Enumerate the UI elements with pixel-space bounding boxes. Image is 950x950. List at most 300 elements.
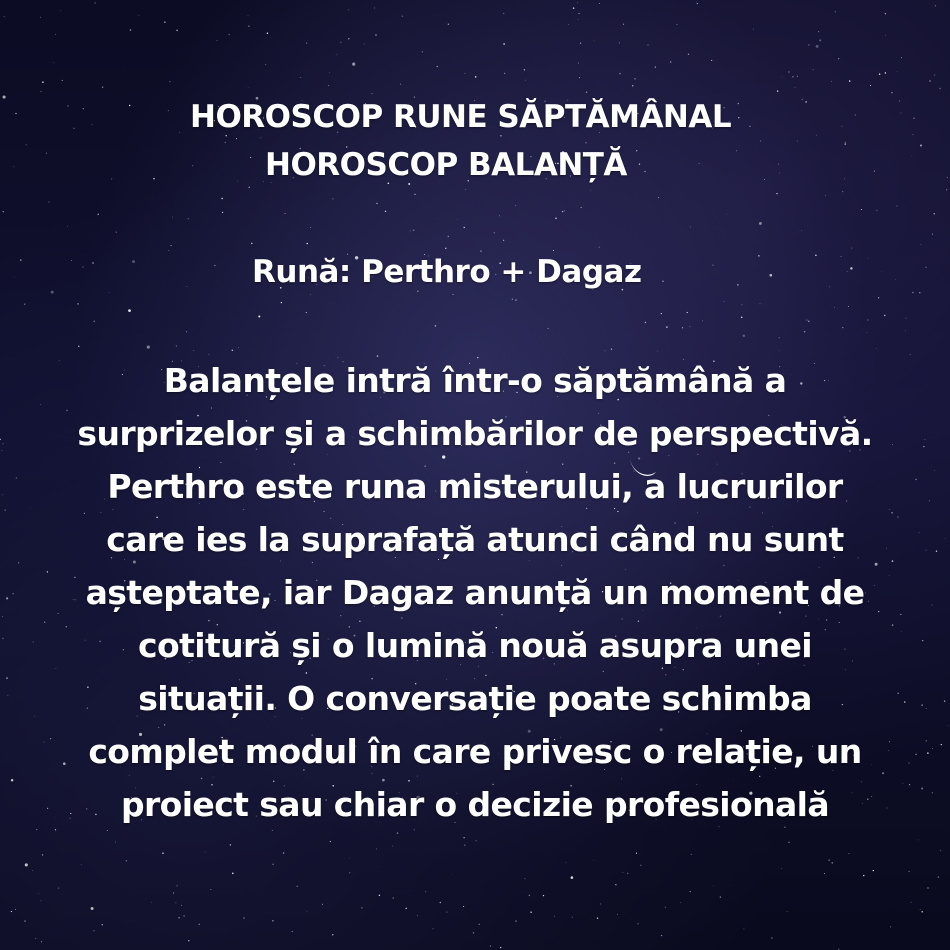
star — [92, 124, 93, 125]
star — [248, 16, 249, 17]
star — [129, 105, 130, 106]
star — [375, 34, 377, 36]
star — [499, 216, 500, 217]
star — [543, 895, 544, 896]
star — [126, 860, 128, 862]
star — [594, 860, 595, 861]
body-line: cotitură și o lumină nouă asupra unei — [138, 626, 812, 665]
star — [464, 73, 465, 74]
star — [863, 875, 865, 877]
body-line: situații. O conversație poate schimba — [138, 679, 812, 718]
star — [285, 213, 286, 214]
star — [26, 144, 27, 145]
star — [397, 832, 398, 833]
star — [645, 322, 646, 323]
star — [272, 864, 273, 865]
star — [586, 92, 587, 93]
star — [666, 326, 667, 327]
star — [98, 214, 99, 215]
star — [627, 873, 629, 875]
star — [908, 871, 909, 872]
star — [446, 912, 447, 913]
star — [94, 930, 95, 931]
star — [594, 40, 595, 41]
star — [265, 64, 266, 65]
star — [657, 351, 658, 352]
star — [192, 165, 193, 166]
star — [329, 72, 330, 73]
star — [433, 928, 434, 929]
star — [173, 893, 174, 894]
star — [406, 908, 407, 909]
star — [41, 941, 42, 942]
star — [348, 38, 349, 39]
star — [348, 10, 349, 11]
star — [688, 54, 689, 55]
star — [861, 209, 862, 210]
star — [352, 63, 355, 66]
star — [661, 313, 662, 314]
star — [306, 243, 307, 244]
star — [40, 900, 41, 901]
star — [193, 350, 194, 351]
star — [782, 77, 783, 78]
star — [258, 315, 260, 317]
star — [42, 854, 43, 855]
star — [251, 243, 252, 244]
star — [515, 921, 516, 922]
star — [581, 207, 582, 208]
star — [896, 206, 897, 207]
star — [490, 945, 491, 946]
star — [392, 846, 393, 847]
body-line: proiect sau chiar o decizie profesională — [120, 785, 830, 824]
star — [918, 839, 919, 840]
star — [515, 205, 516, 206]
star — [901, 57, 902, 58]
star — [504, 73, 505, 74]
star — [164, 21, 165, 22]
star — [451, 874, 452, 875]
star — [463, 906, 464, 907]
star — [48, 201, 49, 202]
star — [364, 44, 365, 45]
star — [109, 292, 110, 293]
star — [475, 76, 477, 78]
star — [445, 248, 446, 249]
star — [779, 350, 780, 351]
star — [77, 303, 79, 305]
star — [619, 42, 620, 43]
star — [611, 349, 612, 350]
star — [263, 181, 264, 182]
star — [905, 330, 906, 331]
star — [927, 887, 928, 888]
star — [808, 44, 809, 45]
star — [697, 3, 698, 4]
star — [580, 43, 581, 44]
star — [623, 872, 624, 873]
star — [690, 891, 691, 892]
star — [162, 852, 164, 854]
star — [147, 346, 150, 349]
star — [102, 924, 103, 925]
star — [878, 297, 879, 298]
star — [417, 915, 418, 916]
star — [920, 244, 921, 245]
star — [437, 66, 438, 67]
star — [336, 54, 337, 55]
star — [40, 17, 41, 18]
star — [726, 214, 727, 215]
star — [911, 902, 912, 903]
star — [801, 230, 802, 231]
star — [62, 80, 63, 81]
star — [186, 331, 187, 332]
star — [771, 937, 773, 939]
star — [655, 67, 656, 68]
star — [891, 92, 892, 93]
star — [349, 872, 350, 873]
star — [283, 852, 285, 854]
star — [13, 166, 14, 167]
star — [463, 837, 464, 838]
star — [590, 190, 591, 191]
star — [795, 87, 796, 88]
star — [306, 911, 307, 912]
star — [564, 210, 565, 211]
star — [25, 863, 28, 866]
star — [781, 868, 782, 869]
star — [292, 931, 293, 932]
star — [82, 266, 83, 267]
star — [776, 193, 777, 194]
star — [804, 331, 805, 332]
star — [529, 895, 531, 897]
star — [946, 189, 947, 190]
star — [838, 58, 839, 59]
star — [414, 194, 415, 195]
star — [46, 153, 47, 154]
star — [11, 911, 12, 912]
star — [806, 319, 807, 320]
star — [53, 62, 54, 63]
star — [834, 307, 835, 308]
star — [548, 328, 549, 329]
star — [306, 43, 307, 44]
body-line: complet modul în care privesc o relație, un — [88, 732, 862, 771]
star — [680, 902, 681, 903]
body-line: Perthro este runa misterului, a lucrurilor — [107, 467, 843, 506]
star — [111, 178, 112, 179]
star — [3, 95, 6, 98]
star — [879, 73, 881, 75]
star — [777, 90, 778, 91]
star — [676, 24, 677, 25]
star — [225, 142, 226, 143]
star — [400, 84, 401, 85]
star — [741, 317, 743, 319]
star — [788, 71, 789, 72]
star — [332, 198, 333, 199]
star — [349, 858, 350, 859]
star — [20, 259, 21, 260]
star — [92, 262, 94, 264]
star — [51, 291, 54, 294]
star — [713, 885, 714, 886]
star — [724, 301, 725, 302]
star — [711, 60, 712, 61]
star — [440, 902, 442, 904]
star — [15, 909, 16, 910]
star — [831, 862, 833, 864]
star — [153, 178, 155, 180]
star — [176, 30, 177, 31]
star — [876, 210, 877, 211]
star — [229, 34, 230, 35]
star — [828, 859, 829, 860]
star — [211, 889, 212, 890]
star — [300, 77, 301, 78]
star — [272, 920, 274, 922]
star — [788, 842, 789, 843]
star — [617, 914, 618, 915]
star — [640, 865, 641, 866]
star — [792, 76, 794, 78]
star — [890, 926, 891, 927]
star — [568, 24, 569, 25]
star — [658, 197, 659, 198]
star — [835, 11, 836, 12]
star — [464, 844, 465, 845]
star — [24, 920, 25, 921]
star — [500, 947, 502, 949]
star — [178, 917, 180, 919]
star — [885, 72, 886, 73]
star — [503, 43, 505, 45]
star — [237, 181, 238, 182]
star — [214, 265, 215, 266]
star — [615, 884, 616, 885]
star — [128, 309, 131, 312]
star — [934, 213, 935, 214]
star — [885, 35, 886, 36]
star — [222, 212, 223, 213]
star — [267, 32, 268, 33]
star — [374, 8, 375, 9]
star — [94, 321, 95, 322]
star — [634, 78, 635, 79]
star — [340, 42, 342, 44]
star — [921, 911, 923, 913]
star — [661, 935, 662, 936]
star — [797, 141, 798, 142]
star — [71, 260, 72, 261]
star — [376, 203, 377, 204]
star — [3, 211, 4, 212]
star — [873, 870, 874, 871]
star — [15, 113, 16, 114]
star — [578, 13, 579, 14]
star — [67, 226, 68, 227]
star — [42, 81, 44, 83]
subtitle: HOROSCOP BALANȚĂ — [265, 147, 627, 183]
star — [906, 318, 907, 319]
star — [40, 91, 41, 92]
star — [205, 852, 206, 853]
star — [379, 895, 380, 896]
star — [330, 841, 331, 842]
star — [940, 850, 941, 851]
star — [524, 878, 525, 879]
star — [760, 140, 761, 141]
star — [530, 912, 531, 913]
star — [577, 2, 578, 3]
star — [637, 923, 638, 924]
star — [934, 75, 935, 76]
star — [435, 325, 436, 326]
star — [83, 108, 84, 109]
star — [465, 189, 466, 190]
star — [130, 29, 132, 31]
star — [221, 198, 222, 199]
star — [573, 7, 575, 9]
star — [177, 885, 178, 886]
star — [555, 217, 557, 219]
star — [813, 69, 814, 70]
star — [35, 938, 36, 939]
star — [525, 80, 526, 81]
star — [322, 904, 323, 905]
star — [696, 2, 697, 3]
star — [310, 294, 311, 295]
star — [32, 870, 33, 871]
star — [172, 217, 173, 218]
star — [797, 76, 798, 77]
star — [599, 246, 600, 247]
star — [623, 24, 624, 25]
star — [238, 347, 239, 348]
star — [779, 337, 780, 338]
star — [842, 327, 843, 328]
star — [503, 240, 504, 241]
star — [939, 88, 940, 89]
star — [562, 211, 563, 212]
star — [328, 85, 329, 86]
star — [310, 227, 311, 228]
body-line: surprizelor și a schimbărilor de perspectivă. — [77, 414, 873, 453]
star — [920, 909, 921, 910]
star — [515, 299, 516, 300]
star — [720, 896, 721, 897]
star — [249, 187, 250, 188]
star — [571, 876, 574, 879]
star — [670, 61, 671, 62]
star — [151, 902, 152, 903]
star — [687, 312, 688, 313]
star — [55, 34, 56, 35]
star — [297, 886, 298, 887]
star — [938, 876, 940, 878]
star — [636, 853, 637, 854]
star — [457, 219, 458, 220]
star — [824, 873, 825, 874]
star — [831, 81, 832, 82]
body-line: așteptate, iar Dagaz anunță un moment de — [85, 573, 865, 612]
star — [176, 345, 177, 346]
body-line: care ies la suprafață atunci când nu sunt — [106, 520, 844, 559]
star — [579, 77, 580, 78]
star — [448, 23, 449, 24]
star — [759, 303, 760, 304]
star — [232, 873, 234, 875]
star — [181, 905, 182, 906]
star — [848, 306, 849, 307]
star — [851, 248, 852, 249]
star — [787, 911, 788, 912]
star — [876, 348, 877, 349]
star — [866, 332, 867, 333]
star — [597, 917, 598, 918]
star — [179, 132, 180, 133]
star — [60, 10, 61, 11]
star — [91, 907, 94, 910]
star — [929, 80, 930, 81]
star — [183, 915, 184, 916]
star — [759, 222, 762, 225]
star — [95, 3, 96, 4]
star — [691, 854, 692, 855]
star — [169, 81, 170, 82]
star — [512, 299, 513, 300]
star — [281, 302, 282, 303]
star — [897, 71, 898, 72]
star — [870, 85, 871, 86]
star — [188, 940, 189, 941]
star — [413, 229, 415, 231]
star — [935, 5, 936, 6]
star — [248, 25, 249, 26]
star — [376, 849, 377, 850]
star — [479, 924, 480, 925]
star — [572, 917, 573, 918]
star — [819, 39, 821, 41]
star — [14, 277, 15, 278]
star — [67, 105, 68, 106]
star — [449, 200, 450, 201]
star — [503, 13, 504, 14]
star — [132, 260, 135, 263]
star — [867, 319, 868, 320]
star — [494, 232, 496, 234]
star — [578, 63, 579, 64]
star — [690, 326, 691, 327]
star — [422, 51, 423, 52]
star — [825, 195, 826, 196]
star — [665, 907, 666, 908]
star — [361, 907, 362, 908]
star — [473, 932, 475, 934]
star — [410, 230, 411, 231]
star — [217, 40, 218, 41]
star — [619, 73, 620, 74]
star — [168, 110, 169, 111]
star — [448, 236, 450, 238]
star — [199, 924, 200, 925]
star — [168, 250, 169, 251]
star — [393, 897, 394, 898]
star — [139, 15, 140, 16]
